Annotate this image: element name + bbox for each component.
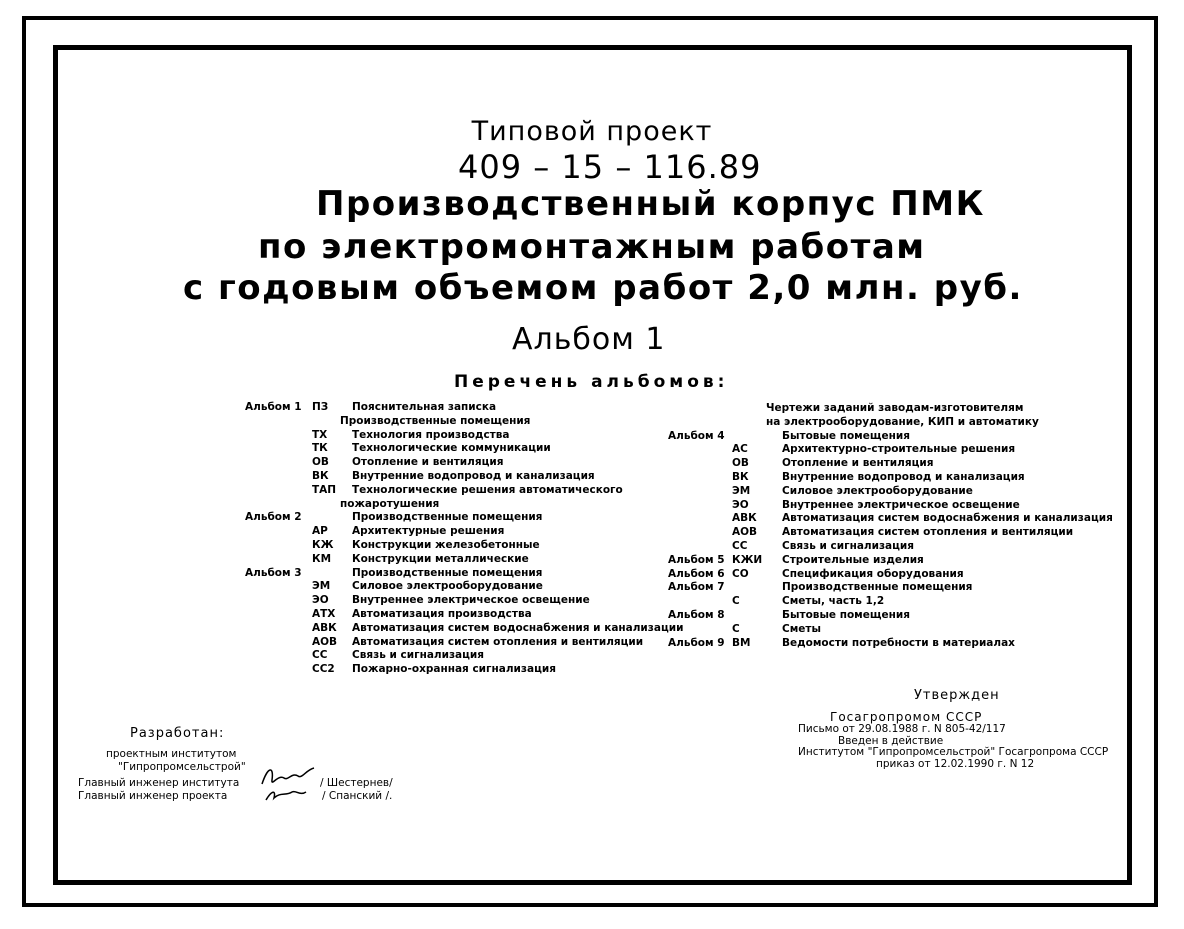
album-label: Альбом 3: [245, 566, 302, 579]
section-code: ВМ: [732, 636, 751, 649]
section-code: С: [732, 595, 740, 608]
section-text: Производственные помещения: [782, 581, 973, 594]
chief-engineer-label: Главный инженер института: [78, 777, 240, 789]
section-text: Автоматизация производства: [352, 608, 532, 620]
album-label: Альбом 9: [668, 636, 725, 649]
section-code: ВК: [732, 471, 749, 483]
section-code: ЭО: [312, 594, 329, 607]
section-text: Чертежи заданий заводам-изготовителям: [766, 402, 1024, 414]
section-text: Силовое электрооборудование: [352, 580, 543, 593]
section-text: Автоматизация систем водоснабжения и канализации: [352, 621, 684, 634]
section-code: ВК: [312, 470, 329, 482]
album-list-heading: Перечень альбомов:: [454, 372, 729, 392]
section-code: КЖ: [312, 539, 334, 551]
section-code: АС: [732, 443, 748, 456]
chief-engineer-name: / Шестернев/: [320, 777, 393, 789]
approved-line-5: приказ от 12.02.1990 г. N 12: [876, 758, 1035, 770]
section-text: Отопление и вентиляция: [352, 456, 504, 469]
approved-line-3: Введен в действие: [838, 735, 944, 747]
section-text: Сметы, часть 1,2: [782, 595, 885, 608]
section-code: СС: [732, 540, 748, 552]
album-label: Альбом 7: [668, 581, 725, 594]
section-text: Бытовые помещения: [782, 609, 910, 621]
section-text: Ведомости потребности в материалах: [782, 636, 1015, 649]
section-code: ЭМ: [732, 484, 751, 497]
section-text: Связь и сигнализация: [782, 540, 915, 552]
section-text: Производственные помещения: [340, 414, 531, 427]
section-text: Строительные изделия: [782, 553, 924, 566]
section-text: Спецификация оборудования: [782, 567, 964, 580]
section-code: СС: [312, 649, 328, 662]
album-label: Альбом 1: [245, 401, 302, 413]
section-text: Технология производства: [352, 428, 510, 441]
section-code: АТХ: [312, 608, 336, 620]
section-text: Автоматизация систем отопления и вентиляции: [352, 635, 644, 648]
section-code: ЭО: [732, 498, 749, 511]
section-text: Автоматизация систем водоснабжения и канализация: [782, 512, 1113, 525]
title-line-1: Производственный корпус ПМК: [316, 184, 985, 224]
section-text: Силовое электрооборудование: [782, 484, 973, 497]
project-number: 409 – 15 – 116.89: [458, 148, 762, 186]
section-code: ТХ: [312, 428, 328, 441]
section-code: ОВ: [732, 457, 749, 470]
album-label: Альбом 6: [668, 567, 725, 580]
section-code: АВК: [312, 621, 337, 634]
section-code: ПЗ: [312, 401, 329, 413]
title-line-3: с годовым объемом работ 2,0 млн. руб.: [183, 268, 1023, 308]
section-code: АР: [312, 525, 328, 538]
section-code: С: [732, 622, 740, 635]
section-code: АВК: [732, 512, 757, 525]
section-text: Производственные помещения: [352, 511, 543, 524]
section-code: АОВ: [312, 635, 338, 648]
section-code: ОВ: [312, 456, 329, 469]
section-text: Конструкции металлические: [352, 552, 529, 565]
section-text: Внутреннее электрическое освещение: [782, 498, 1020, 511]
section-text: Технологические решения автоматического: [352, 483, 623, 496]
section-text: Архитектурно-строительные решения: [782, 443, 1016, 456]
section-text: Внутренние водопровод и канализация: [352, 470, 595, 482]
section-text: на электрооборудование, КИП и автоматику: [766, 415, 1039, 428]
approved-heading: Утвержден: [914, 688, 1000, 703]
section-text: Отопление и вентиляция: [782, 457, 934, 470]
signature-image: [258, 760, 320, 806]
section-text: Пожарно-охранная сигнализация: [352, 663, 556, 676]
approved-line-1: Госагропромом СССР: [830, 710, 983, 724]
album-label: Альбом 5: [668, 553, 725, 566]
album-title: Альбом 1: [512, 322, 666, 357]
project-engineer-name: / Спанский /.: [322, 790, 393, 802]
project-type: Типовой проект: [471, 116, 713, 147]
album-label: Альбом 8: [668, 609, 725, 621]
title-line-2: по электромонтажным работам: [258, 227, 926, 267]
approved-line-4: Институтом "Гипропромсельстрой" Госагропрома СССР: [798, 746, 1109, 758]
section-text: Внутренние водопровод и канализация: [782, 471, 1025, 483]
developed-line-1: проектным институтом: [106, 748, 237, 760]
section-code: ЭМ: [312, 580, 331, 593]
section-text: Сметы: [782, 622, 821, 635]
section-text: Внутреннее электрическое освещение: [352, 594, 590, 607]
section-text: Производственные помещения: [352, 566, 543, 579]
section-code: КМ: [312, 552, 332, 565]
section-text: Конструкции железобетонные: [352, 539, 540, 551]
section-code: ТК: [312, 442, 328, 455]
section-text: Автоматизация систем отопления и вентиляции: [782, 526, 1074, 539]
section-text: Бытовые помещения: [782, 429, 910, 442]
section-text: Архитектурные решения: [352, 525, 505, 538]
developed-heading: Разработан:: [130, 726, 225, 741]
section-code: КЖИ: [732, 553, 763, 566]
section-text: Связь и сигнализация: [352, 649, 485, 662]
section-code: ТАП: [312, 483, 337, 496]
approved-line-2: Письмо от 29.08.1988 г. N 805-42/117: [798, 723, 1006, 735]
project-engineer-label: Главный инженер проекта: [78, 790, 228, 802]
album-label: Альбом 2: [245, 511, 302, 524]
developed-line-2: "Гипропромсельстрой": [118, 761, 246, 773]
section-code: АОВ: [732, 526, 758, 539]
section-text: Технологические коммуникации: [352, 442, 551, 455]
section-code: СС2: [312, 663, 335, 676]
section-text: Пояснительная записка: [352, 401, 497, 413]
section-text: пожаротушения: [340, 497, 440, 510]
section-code: СО: [732, 567, 749, 580]
album-label: Альбом 4: [668, 429, 725, 442]
